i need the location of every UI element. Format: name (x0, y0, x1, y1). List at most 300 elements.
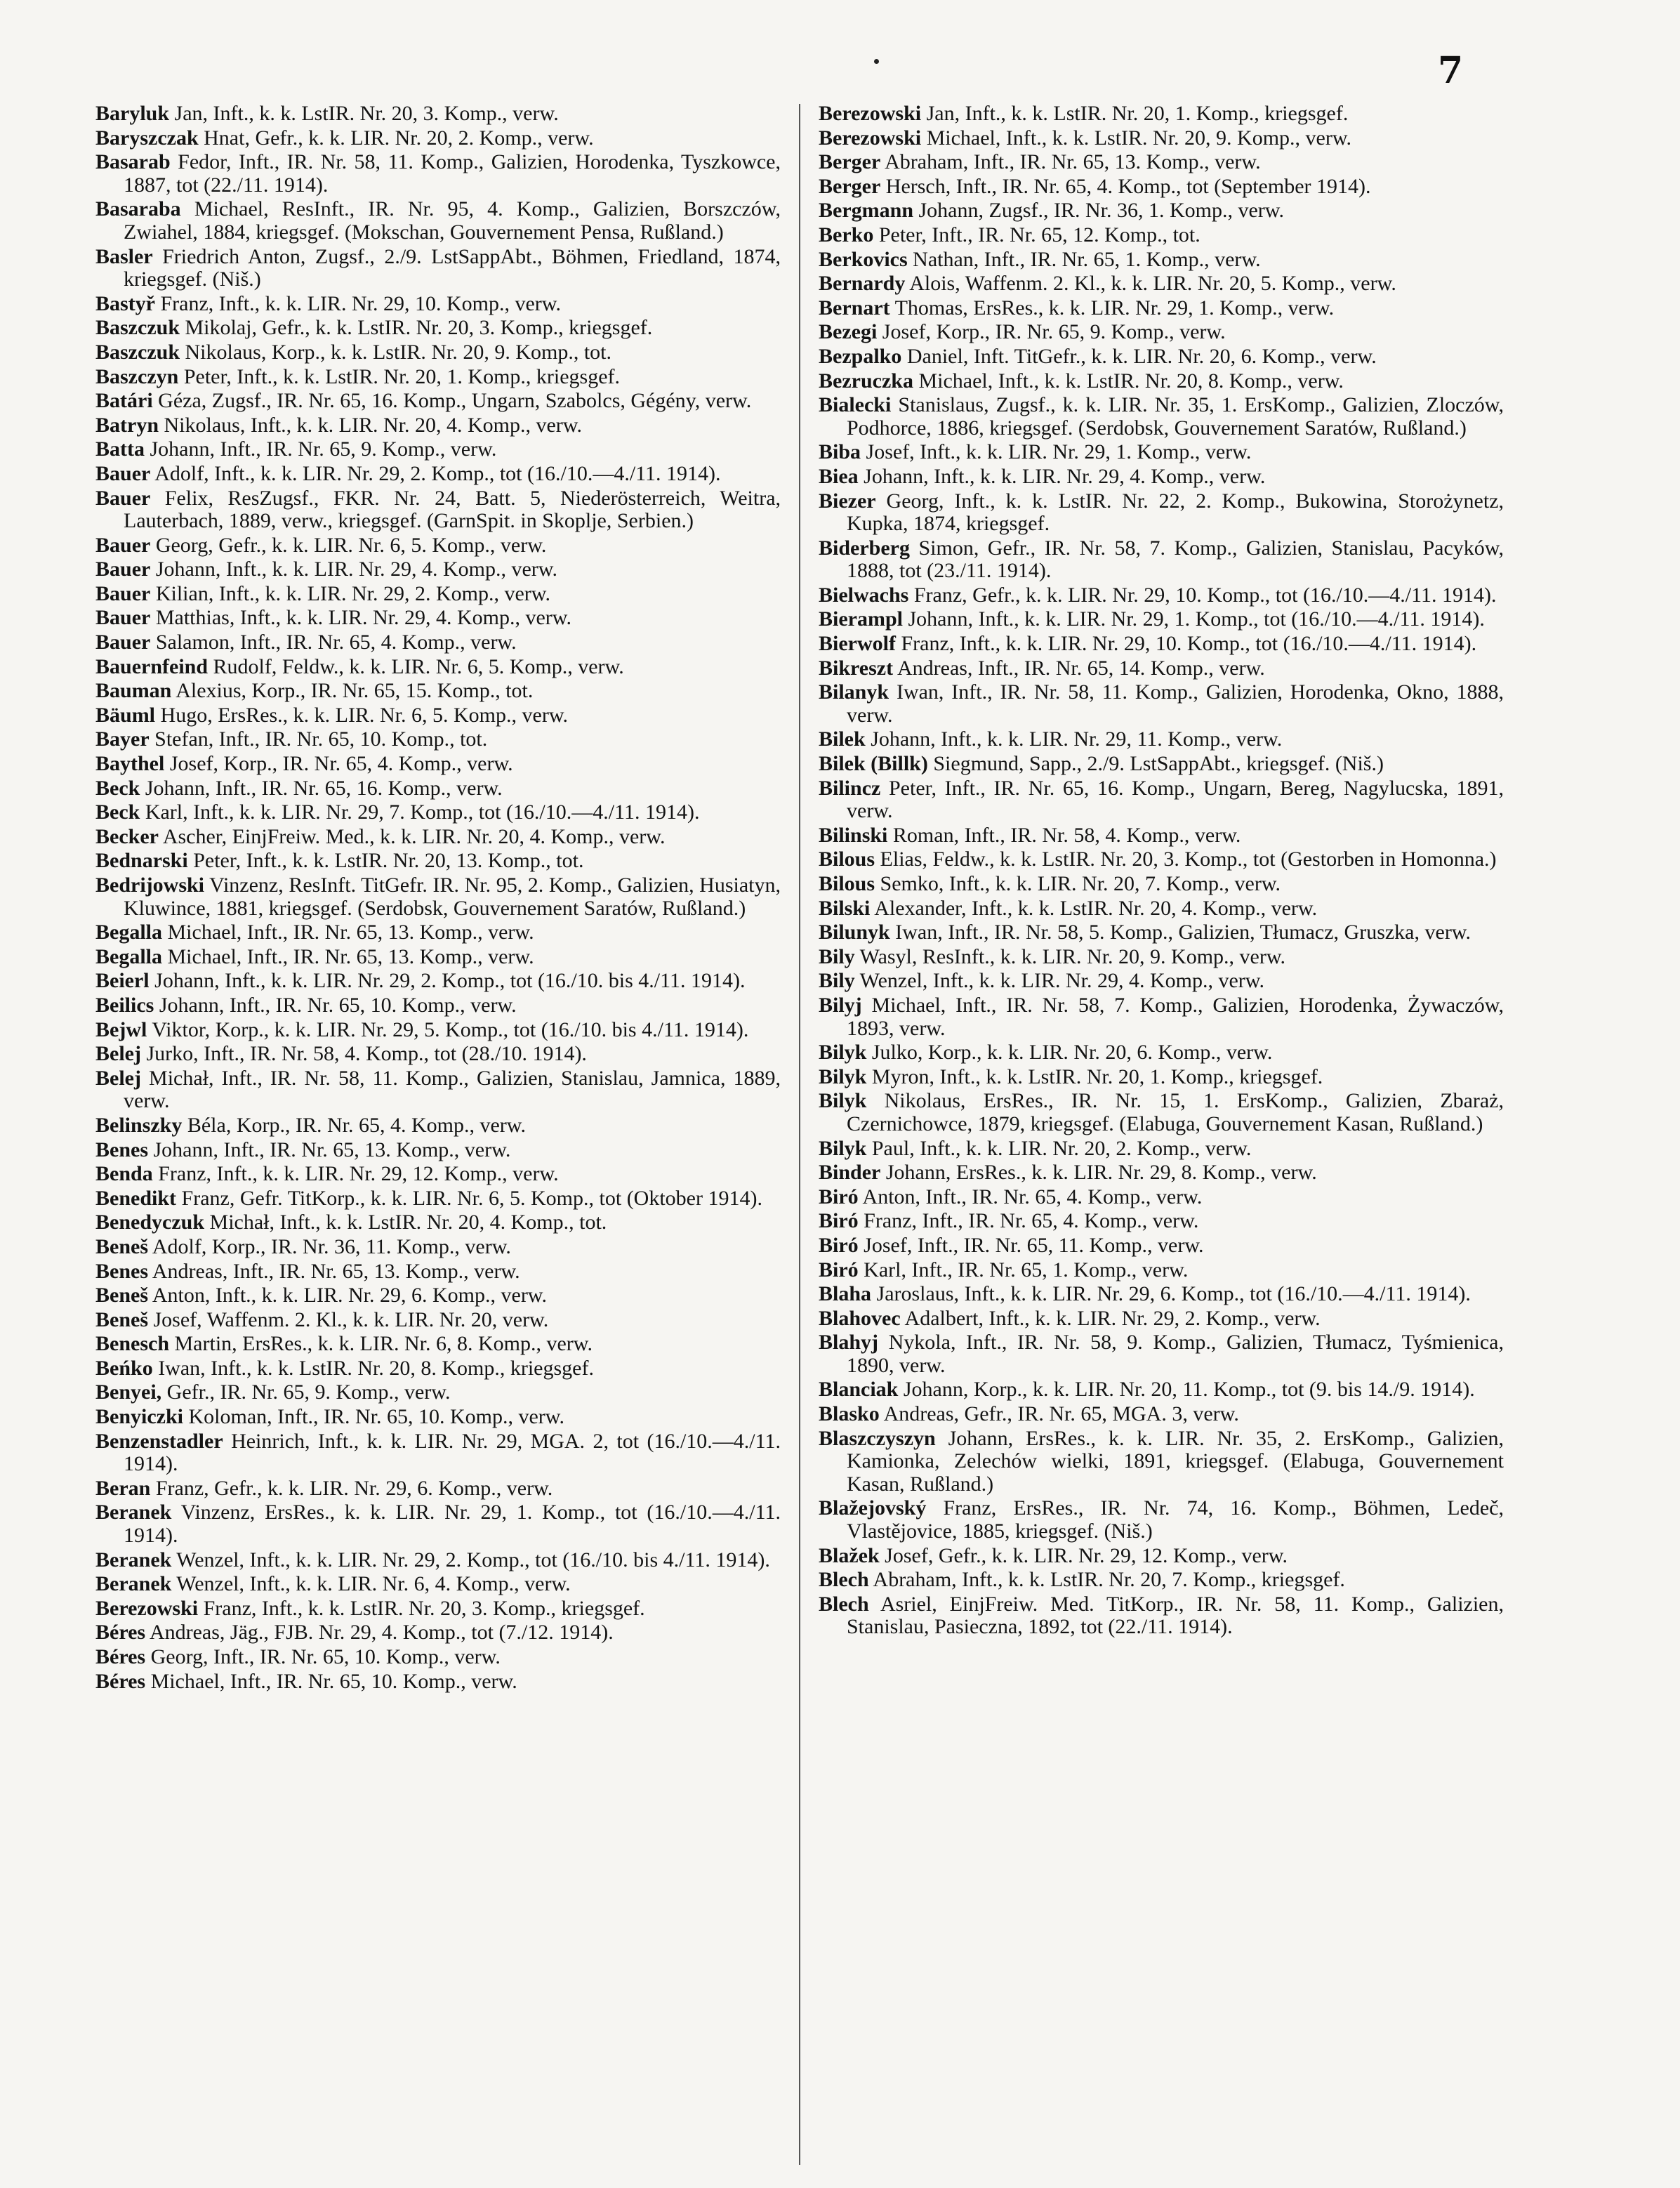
list-item (95, 874, 781, 920)
entry-details: Josef, Inft., k. k. LIR. Nr. 29, 1. Komp., verw. (866, 440, 1252, 464)
list-item (95, 777, 781, 800)
list-item (819, 1378, 1504, 1402)
entry-details: Georg, Inft., k. k. LstIR. Nr. 22, 2. Komp., Bukowina, Storożynetz, Kupka, 1874, kriegsgef. (847, 489, 1504, 536)
entry-details: Daniel, Inft. TitGefr., k. k. LIR. Nr. 20, 6. Komp., verw. (906, 344, 1377, 368)
entry-details: Franz, Inft., k. k. LstIR. Nr. 20, 3. Komp., kriegsgef. (203, 1596, 645, 1620)
list-item (819, 753, 1504, 776)
entry-details: Franz, Inft., k. k. LIR. Nr. 29, 10. Komp., verw. (160, 291, 561, 315)
entry-details: Nikolaus, Korp., k. k. LstIR. Nr. 20, 9. Komp., tot. (185, 340, 611, 364)
entry-surname: Begalla (95, 944, 162, 968)
entry-details: Franz, Gefr. TitKorp., k. k. LIR. Nr. 6, 5. Komp., tot (Oktober 1914). (181, 1186, 762, 1210)
list-item (95, 1309, 781, 1332)
list-item (95, 463, 781, 486)
list-item (95, 1139, 781, 1162)
entry-details: Alois, Waffenm. 2. Kl., k. k. LIR. Nr. 20, 5. Komp., verw. (909, 272, 1396, 296)
entry-surname: Blasko (819, 1402, 880, 1426)
entry-surname: Benedyczuk (95, 1211, 205, 1234)
entry-surname: Bednarski (95, 849, 188, 873)
entry-surname: Beneš (95, 1307, 148, 1331)
list-item (819, 1545, 1504, 1568)
entry-surname: Bauer (95, 461, 151, 485)
entry-surname: Béres (95, 1669, 146, 1693)
entry-surname: Bilek (819, 727, 866, 751)
entry-surname: Bilincz (819, 776, 881, 800)
entry-surname: Berezowski (95, 1596, 199, 1620)
list-item (819, 633, 1504, 656)
list-item (95, 921, 781, 944)
list-item (819, 441, 1504, 464)
entry-surname: Beranek (95, 1572, 172, 1596)
entry-details: Myron, Inft., k. k. LstIR. Nr. 20, 1. Komp., kriegsgef. (871, 1065, 1323, 1088)
list-item (819, 345, 1504, 369)
entry-details: Anton, Inft., k. k. LIR. Nr. 29, 6. Komp., verw. (152, 1284, 548, 1307)
entry-details: Koloman, Inft., IR. Nr. 65, 10. Komp., verw. (188, 1405, 564, 1429)
entry-surname: Biró (819, 1185, 859, 1208)
entry-surname: Blažek (819, 1543, 880, 1567)
entry-details: Michael, Inft., IR. Nr. 65, 13. Komp., verw. (167, 944, 534, 968)
list-item (819, 728, 1504, 751)
list-item (95, 1236, 781, 1259)
entry-surname: Blanciak (819, 1378, 899, 1402)
column-divider (799, 104, 800, 2165)
entry-details: Johann, Inft., IR. Nr. 65, 10. Komp., verw. (159, 993, 517, 1017)
entry-surname: Berger (819, 150, 881, 174)
entry-surname: Blaha (819, 1282, 872, 1306)
list-item (95, 390, 781, 413)
entry-details: Franz, Inft., k. k. LIR. Nr. 29, 10. Komp., tot (16./10.—4./11. 1914). (901, 632, 1477, 656)
entry-surname: Belej (95, 1042, 141, 1066)
list-item (819, 584, 1504, 607)
entry-surname: Basaraba (95, 197, 181, 221)
list-item (95, 1019, 781, 1042)
entry-surname: Beck (95, 776, 140, 800)
entry-surname: Bastyř (95, 291, 155, 315)
entry-details: Adolf, Inft., k. k. LIR. Nr. 29, 2. Komp., tot (16./10.—4./11. 1914). (154, 461, 721, 485)
list-item (95, 438, 781, 461)
entry-details: Heinrich, Inft., k. k. LIR. Nr. 29, MGA. 2, tot (16./10.—4./11. 1914). (124, 1429, 781, 1476)
entry-surname: Bilyk (819, 1089, 867, 1113)
list-item (819, 873, 1504, 896)
entry-details: Johann, ErsRes., k. k. LIR. Nr. 35, 2. ErsKomp., Galizien, Kamionka, Zelechów wielki, 1891, kriegsgef. (Elabuga, Gouvernement Kasan, Rußland.) (847, 1426, 1504, 1496)
list-item (819, 970, 1504, 993)
entry-details: Salamon, Inft., IR. Nr. 65, 4. Komp., verw. (155, 631, 517, 654)
entry-surname: Berger (819, 174, 881, 198)
entry-surname: Biea (819, 464, 859, 488)
list-item (819, 127, 1504, 150)
entry-surname: Batryn (95, 413, 159, 437)
entry-surname: Biró (819, 1233, 859, 1257)
entry-details: Rudolf, Feldw., k. k. LIR. Nr. 6, 5. Komp., verw. (213, 654, 624, 678)
entry-details: Johann, Zugsf., IR. Nr. 36, 1. Komp., verw. (918, 199, 1285, 223)
list-item (95, 1670, 781, 1694)
entry-surname: Berezowski (819, 126, 922, 150)
list-item (95, 1357, 781, 1380)
entry-surname: Beranek (95, 1548, 172, 1571)
entry-details: Wasyl, ResInft., k. k. LIR. Nr. 20, 9. Komp., verw. (859, 944, 1286, 968)
entry-details: Karl, Inft., k. k. LIR. Nr. 29, 7. Komp., tot (16./10.—4./11. 1914). (145, 800, 700, 824)
entry-surname: Baryszczak (95, 126, 199, 150)
entry-details: Matthias, Inft., k. k. LIR. Nr. 29, 4. Komp., verw. (155, 606, 571, 630)
entry-details: Michael, Inft., k. k. LstIR. Nr. 20, 9. Komp., verw. (926, 126, 1352, 150)
entry-details: Adolf, Korp., IR. Nr. 36, 11. Komp., verw. (152, 1234, 511, 1258)
entry-surname: Blahovec (819, 1306, 901, 1330)
entry-surname: Bayer (95, 727, 150, 751)
entry-surname: Bäuml (95, 703, 156, 727)
list-item (819, 921, 1504, 944)
list-item (95, 1430, 781, 1476)
entry-details: Jan, Inft., k. k. LstIR. Nr. 20, 3. Komp., verw. (174, 102, 559, 125)
entry-details: Andreas, Jäg., FJB. Nr. 29, 4. Komp., tot (7./12. 1914). (149, 1621, 614, 1645)
list-item (819, 1283, 1504, 1306)
entry-details: Alexander, Inft., k. k. LstIR. Nr. 20, 4. Komp., verw. (874, 896, 1318, 920)
entry-details: Mikolaj, Gefr., k. k. LstIR. Nr. 20, 3. Komp., kriegsgef. (185, 316, 653, 340)
entry-surname: Baszczyn (95, 364, 179, 388)
entry-details: Paul, Inft., k. k. LIR. Nr. 20, 2. Komp., verw. (871, 1136, 1252, 1160)
entry-details: Johann, Inft., IR. Nr. 65, 16. Komp., verw. (145, 776, 503, 800)
entry-details: Felix, ResZugsf., FKR. Nr. 24, Batt. 5, Niederösterreich, Weitra, Lauterbach, 1889, verw., kriegsgef. (GarnSpit. in Skoplje, Serbien.) (124, 486, 781, 533)
list-item (819, 490, 1504, 536)
entry-details: Iwan, Inft., IR. Nr. 58, 5. Komp., Galizien, Tłumacz, Gruszka, verw. (895, 921, 1471, 944)
entry-surname: Bauer (95, 581, 151, 605)
entry-details: Friedrich Anton, Zugsf., 2./9. LstSappAbt., Böhmen, Friedland, 1874, kriegsgef. (Niš.) (124, 244, 781, 291)
list-item (95, 414, 781, 437)
entry-details: Michael, Inft., IR. Nr. 58, 7. Komp., Galizien, Horodenka, Żywaczów, 1893, verw. (847, 993, 1504, 1040)
entry-details: Johann, Inft., k. k. LIR. Nr. 29, 1. Komp., tot (16./10.—4./11. 1914). (908, 607, 1485, 631)
list-item (819, 297, 1504, 320)
entry-surname: Bilski (819, 896, 871, 920)
entry-details: Michael, Inft., k. k. LstIR. Nr. 20, 8. Komp., verw. (918, 369, 1344, 393)
list-item (95, 850, 781, 873)
entry-surname: Bikreszt (819, 656, 894, 680)
entry-details: Thomas, ErsRes., k. k. LIR. Nr. 29, 1. Komp., verw. (894, 296, 1335, 319)
left-column (95, 103, 781, 1694)
list-item (819, 1403, 1504, 1426)
entry-details: Simon, Gefr., IR. Nr. 58, 7. Komp., Galizien, Stanislau, Pacyków, 1888, tot (23./11. 1914). (847, 536, 1504, 583)
list-item (95, 1573, 781, 1596)
list-item (95, 534, 781, 558)
entry-surname: Bezpalko (819, 344, 902, 368)
list-item (95, 103, 781, 126)
entry-surname: Beranek (95, 1501, 172, 1524)
entry-details: Adalbert, Inft., k. k. LIR. Nr. 29, 2. Komp., verw. (904, 1306, 1321, 1330)
entry-details: Peter, Inft., IR. Nr. 65, 12. Komp., tot. (878, 223, 1201, 246)
entry-details: Michał, Inft., IR. Nr. 58, 11. Komp., Galizien, Stanislau, Jamnica, 1889, verw. (124, 1066, 781, 1113)
entry-details: Jurko, Inft., IR. Nr. 58, 4. Komp., tot (28./10. 1914). (146, 1042, 587, 1066)
entry-details: Josef, Korp., IR. Nr. 65, 9. Komp., verw. (882, 320, 1226, 344)
entry-details: Stefan, Inft., IR. Nr. 65, 10. Komp., tot. (154, 727, 488, 751)
entry-details: Vinzenz, ResInft. TitGefr. IR. Nr. 95, 2. Komp., Galizien, Husiatyn, Kluwince, 1881, kriegsgef. (Serdobsk, Gouvernement Saratów, Rußland.) (124, 874, 781, 920)
entry-details: Johann, Inft., IR. Nr. 65, 13. Komp., verw. (153, 1138, 511, 1161)
entry-surname: Bergmann (819, 199, 913, 223)
entry-surname: Béres (95, 1621, 146, 1645)
list-item (819, 1041, 1504, 1065)
entry-details: Kilian, Inft., k. k. LIR. Nr. 29, 2. Komp., verw. (155, 581, 550, 605)
entry-surname: Bernart (819, 296, 890, 319)
entry-details: Siegmund, Sapp., 2./9. LstSappAbt., kriegsgef. (Niš.) (933, 752, 1384, 776)
list-item (819, 537, 1504, 583)
list-item (819, 1138, 1504, 1161)
entry-surname: Bernardy (819, 272, 906, 296)
list-item (819, 897, 1504, 921)
entry-surname: Baszczuk (95, 316, 180, 340)
list-item (819, 657, 1504, 680)
list-item (819, 272, 1504, 296)
entry-details: Vinzenz, ErsRes., k. k. LIR. Nr. 29, 1. Komp., tot (16./10.—4./11. 1914). (124, 1501, 781, 1548)
entry-details: Semko, Inft., k. k. LIR. Nr. 20, 7. Komp., verw. (880, 872, 1281, 895)
entry-surname: Béres (95, 1645, 146, 1668)
list-item (95, 680, 781, 703)
entry-details: Stanislaus, Zugsf., k. k. LIR. Nr. 35, 1. ErsKomp., Galizien, Zloczów, Podhorce, 1886, kriegsgef. (Serdobsk, Gouvernement Saratów, Rußland.) (847, 393, 1504, 440)
page-number: 7 (1438, 49, 1464, 92)
entry-surname: Benedikt (95, 1186, 177, 1210)
list-item (95, 1163, 781, 1186)
entry-details: Martin, ErsRes., k. k. LIR. Nr. 6, 8. Komp., verw. (174, 1332, 593, 1356)
entry-details: Michał, Inft., k. k. LstIR. Nr. 20, 4. Komp., tot. (209, 1211, 607, 1234)
entry-surname: Bauer (95, 558, 151, 581)
list-item (819, 1593, 1504, 1639)
list-item (819, 946, 1504, 969)
entry-details: Josef, Waffenm. 2. Kl., k. k. LIR. Nr. 20, verw. (153, 1307, 549, 1331)
list-item (819, 1210, 1504, 1233)
list-item (95, 198, 781, 244)
list-item (95, 246, 781, 291)
entry-details: Peter, Inft., IR. Nr. 65, 16. Komp., Ungarn, Bereg, Nagylucska, 1891, verw. (847, 776, 1504, 823)
list-item (95, 946, 781, 969)
entry-details: Hersch, Inft., IR. Nr. 65, 4. Komp., tot (September 1914). (885, 174, 1371, 198)
list-item (95, 1381, 781, 1404)
entry-details: Asriel, EinjFreiw. Med. TitKorp., IR. Nr. 58, 11. Komp., Galizien, Stanislau, Pasieczna, 1892, tot (22./11. 1914). (847, 1592, 1504, 1639)
entry-surname: Basler (95, 244, 153, 268)
entry-surname: Biezer (819, 489, 876, 513)
entry-details: Franz, Inft., IR. Nr. 65, 4. Komp., verw. (864, 1209, 1199, 1233)
entry-surname: Binder (819, 1161, 881, 1185)
entry-surname: Begalla (95, 921, 162, 944)
entry-surname: Bilinski (819, 823, 888, 847)
entry-details: Gefr., IR. Nr. 65, 9. Komp., verw. (166, 1380, 451, 1404)
list-item (95, 704, 781, 727)
entry-details: Nathan, Inft., IR. Nr. 65, 1. Komp., verw. (913, 247, 1261, 271)
entry-surname: Bilanyk (819, 680, 889, 704)
entry-surname: Baythel (95, 752, 165, 776)
entry-surname: Beńko (95, 1356, 153, 1380)
entry-details: Georg, Gefr., k. k. LIR. Nr. 6, 5. Komp., verw. (155, 533, 547, 557)
entry-surname: Baryluk (95, 102, 170, 125)
list-item (95, 1549, 781, 1572)
list-item (819, 370, 1504, 393)
entry-surname: Bauer (95, 533, 151, 557)
entry-details: Jaroslaus, Inft., k. k. LIR. Nr. 29, 6. Komp., tot (16./10.—4./11. 1914). (876, 1282, 1471, 1306)
entry-details: Nikolaus, Inft., k. k. LIR. Nr. 20, 4. Komp., verw. (164, 413, 582, 437)
list-item (819, 777, 1504, 823)
list-item (819, 608, 1504, 631)
list-item (819, 249, 1504, 272)
list-item (95, 1211, 781, 1234)
entry-details: Johann, ErsRes., k. k. LIR. Nr. 29, 8. Komp., verw. (885, 1161, 1317, 1185)
list-item (95, 1597, 781, 1621)
entry-details: Johann, Inft., IR. Nr. 65, 9. Komp., verw. (150, 437, 497, 461)
entry-surname: Benda (95, 1162, 153, 1186)
entry-details: Iwan, Inft., k. k. LstIR. Nr. 20, 8. Komp., kriegsgef. (158, 1356, 594, 1380)
list-item (95, 728, 781, 751)
entry-details: Ascher, EinjFreiw. Med., k. k. LIR. Nr. 20, 4. Komp., verw. (162, 824, 666, 848)
entry-details: Peter, Inft., k. k. LstIR. Nr. 20, 1. Komp., kriegsgef. (183, 364, 621, 388)
entry-details: Wenzel, Inft., k. k. LIR. Nr. 6, 4. Komp., verw. (176, 1572, 571, 1596)
list-item (95, 341, 781, 364)
entry-details: Julko, Korp., k. k. LIR. Nr. 20, 6. Komp., verw. (871, 1041, 1273, 1065)
entry-surname: Blahyj (819, 1331, 879, 1355)
entry-surname: Bierwolf (819, 632, 896, 656)
entry-details: Abraham, Inft., IR. Nr. 65, 13. Komp., verw. (885, 150, 1261, 174)
entry-surname: Bilyk (819, 1065, 867, 1088)
list-item (95, 607, 781, 630)
entry-surname: Bierampl (819, 607, 903, 631)
entry-details: Wenzel, Inft., k. k. LIR. Nr. 29, 4. Komp., verw. (859, 969, 1265, 993)
entry-details: Andreas, Inft., IR. Nr. 65, 13. Komp., verw. (152, 1259, 520, 1283)
entry-surname: Biderberg (819, 536, 910, 560)
list-item (95, 1333, 781, 1356)
entry-surname: Beran (95, 1476, 151, 1500)
entry-details: Josef, Korp., IR. Nr. 65, 4. Komp., verw. (169, 752, 513, 776)
list-item (819, 1186, 1504, 1209)
entry-surname: Biró (819, 1258, 859, 1281)
entry-details: Johann, Inft., k. k. LIR. Nr. 29, 11. Komp., verw. (871, 727, 1283, 751)
list-item (95, 970, 781, 993)
entry-surname: Beneš (95, 1234, 148, 1258)
entry-surname: Bilunyk (819, 921, 890, 944)
list-item (819, 199, 1504, 223)
entry-surname: Bielwachs (819, 583, 909, 607)
entry-details: Jan, Inft., k. k. LstIR. Nr. 20, 1. Komp., kriegsgef. (926, 102, 1349, 125)
entry-surname: Bilyj (819, 993, 862, 1017)
list-item (819, 224, 1504, 247)
list-item (95, 1621, 781, 1645)
entry-surname: Bilous (819, 872, 875, 895)
entry-surname: Bialecki (819, 393, 892, 417)
entry-surname: Belinszky (95, 1113, 183, 1137)
entry-details: Johann, Inft., k. k. LIR. Nr. 29, 2. Komp., tot (16./10. bis 4./11. 1914). (154, 969, 746, 993)
entry-surname: Beierl (95, 969, 150, 993)
entry-surname: Biba (819, 440, 861, 464)
entry-surname: Becker (95, 824, 159, 848)
entry-surname: Benyei, (95, 1380, 162, 1404)
entry-details: Abraham, Inft., k. k. LstIR. Nr. 20, 7. Komp., kriegsgef. (873, 1568, 1345, 1592)
entry-details: Fedor, Inft., IR. Nr. 58, 11. Komp., Galizien, Horodenka, Tyszkowce, 1887, tot (22./11. 1914). (124, 150, 781, 197)
list-item (819, 103, 1504, 126)
entry-surname: Blech (819, 1568, 869, 1592)
entry-details: Nikolaus, ErsRes., IR. Nr. 15, 1. ErsKomp., Galizien, Zbaraż, Czernichowce, 1879, kriegsgef. (Elabuga, Gouvernement Kasan, Rußland.) (847, 1089, 1504, 1135)
entry-surname: Belej (95, 1066, 141, 1090)
list-item (95, 826, 781, 849)
list-item (819, 1161, 1504, 1185)
list-item (819, 1066, 1504, 1089)
entry-details: Béla, Korp., IR. Nr. 65, 4. Komp., verw. (187, 1113, 527, 1137)
list-item (95, 994, 781, 1017)
entry-details: Hnat, Gefr., k. k. LIR. Nr. 20, 2. Komp., verw. (204, 126, 594, 150)
entry-details: Franz, Gefr., k. k. LIR. Nr. 29, 6. Komp., verw. (155, 1476, 553, 1500)
entry-surname: Bilous (819, 848, 875, 871)
entry-details: Johann, Korp., k. k. LIR. Nr. 20, 11. Komp., tot (9. bis 14./9. 1914). (903, 1378, 1475, 1402)
entry-details: Viktor, Korp., k. k. LIR. Nr. 29, 5. Komp., tot (16./10. bis 4./11. 1914). (152, 1017, 749, 1041)
list-item (819, 1234, 1504, 1258)
list-item (95, 631, 781, 654)
entry-surname: Batári (95, 389, 153, 413)
entry-surname: Blech (819, 1592, 869, 1616)
list-item (95, 1114, 781, 1138)
list-item (819, 848, 1504, 871)
entry-details: Michael, Inft., IR. Nr. 65, 13. Komp., verw. (167, 921, 534, 944)
list-item (819, 151, 1504, 174)
list-item (819, 1497, 1504, 1543)
entry-surname: Beneš (95, 1284, 148, 1307)
list-item (95, 583, 781, 606)
entry-surname: Bilyk (819, 1136, 867, 1160)
entry-surname: Bauer (95, 486, 151, 510)
list-item (95, 1284, 781, 1307)
list-item (819, 321, 1504, 344)
print-speck (874, 59, 879, 64)
entry-details: Josef, Gefr., k. k. LIR. Nr. 29, 12. Komp., verw. (885, 1543, 1288, 1567)
entry-surname: Bejwl (95, 1017, 147, 1041)
list-item (819, 994, 1504, 1040)
list-item (819, 1331, 1504, 1377)
entry-surname: Benes (95, 1138, 148, 1161)
entry-details: Peter, Inft., k. k. LstIR. Nr. 20, 13. Komp., tot. (193, 849, 584, 873)
entry-surname: Bauer (95, 631, 151, 654)
list-item (95, 1043, 781, 1066)
entry-surname: Bily (819, 944, 855, 968)
entry-surname: Beck (95, 800, 140, 824)
list-item (95, 1501, 781, 1547)
entry-surname: Batta (95, 437, 145, 461)
entry-surname: Bily (819, 969, 855, 993)
entry-surname: Benyiczki (95, 1405, 183, 1429)
list-item (95, 1477, 781, 1501)
entry-details: Franz, Inft., k. k. LIR. Nr. 29, 12. Komp., verw. (158, 1162, 559, 1186)
entry-surname: Benesch (95, 1332, 169, 1356)
list-item (819, 394, 1504, 440)
list-item (819, 466, 1504, 489)
entry-details: Elias, Feldw., k. k. LstIR. Nr. 20, 3. Komp., tot (Gestorben in Homonna.) (880, 848, 1497, 871)
entry-details: Wenzel, Inft., k. k. LIR. Nr. 29, 2. Komp., tot (16./10. bis 4./11. 1914). (176, 1548, 770, 1571)
entry-details: Franz, Gefr., k. k. LIR. Nr. 29, 10. Komp., tot (16./10.—4./11. 1914). (913, 583, 1497, 607)
entry-details: Alexius, Korp., IR. Nr. 65, 15. Komp., tot. (176, 679, 534, 703)
entry-surname: Bezegi (819, 320, 878, 344)
entry-details: Nykola, Inft., IR. Nr. 58, 9. Komp., Galizien, Tłumacz, Tyśmienica, 1890, verw. (847, 1331, 1504, 1377)
entry-surname: Bezruczka (819, 369, 913, 393)
entry-surname: Benzenstadler (95, 1429, 223, 1453)
entry-surname: Berko (819, 223, 874, 246)
entry-details: Michael, Inft., IR. Nr. 65, 10. Komp., verw. (150, 1669, 517, 1693)
entry-details: Karl, Inft., IR. Nr. 65, 1. Komp., verw. (864, 1258, 1189, 1281)
entry-details: Georg, Inft., IR. Nr. 65, 10. Komp., verw. (150, 1645, 501, 1668)
right-column (819, 103, 1504, 1640)
list-item (819, 176, 1504, 199)
list-item (95, 1067, 781, 1113)
entry-surname: Bilyk (819, 1041, 867, 1065)
list-item (95, 366, 781, 389)
entry-details: Franz, ErsRes., IR. Nr. 74, 16. Komp., Böhmen, Ledeč, Vlastějovice, 1885, kriegsgef. (Niš.) (847, 1496, 1504, 1543)
list-item (95, 656, 781, 679)
entry-surname: Bauman (95, 679, 172, 703)
list-item (819, 1569, 1504, 1592)
entry-surname: Berezowski (819, 102, 922, 125)
list-item (819, 824, 1504, 848)
list-item (95, 1187, 781, 1211)
list-item (95, 801, 781, 824)
entry-details: Roman, Inft., IR. Nr. 58, 4. Komp., verw. (892, 823, 1241, 847)
entry-surname: Bilek (Billk) (819, 752, 928, 776)
list-item (95, 1406, 781, 1429)
